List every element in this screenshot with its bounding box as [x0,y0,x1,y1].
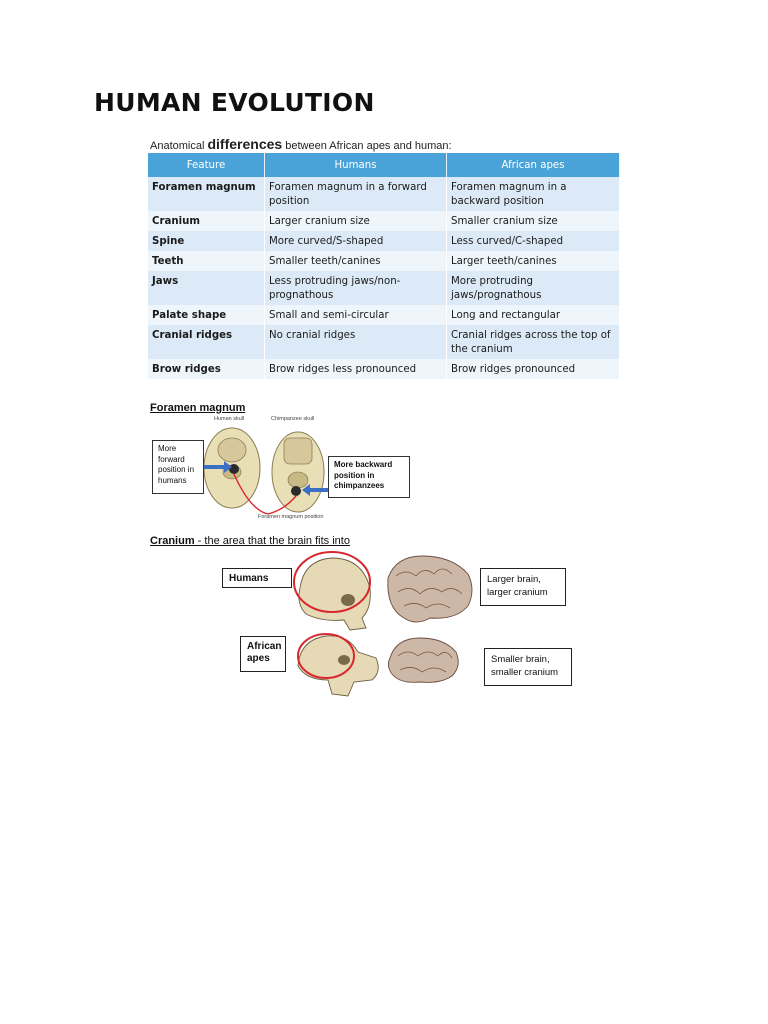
cell-apes: Smaller cranium size [447,211,620,231]
cell-feature: Foramen magnum [148,177,265,211]
table-header-row [148,153,620,177]
cell-humans: More curved/S-shaped [265,231,447,251]
table-row [148,305,620,325]
cell-apes: Foramen magnum in a backward position [447,177,620,211]
caption-post: between African apes and human: [285,140,452,152]
cell-feature: Spine [148,231,265,251]
table-row [148,359,620,379]
header-feature: Feature [148,153,265,177]
table-row [148,325,620,359]
header-humans: Humans [265,153,447,177]
cell-humans: No cranial ridges [265,325,447,359]
caption-emphasis: differences [207,136,283,152]
cell-feature: Jaws [148,271,265,305]
table-row [148,231,620,251]
cell-humans: Foramen magnum in a forward position [265,177,447,211]
humans-label: Humans [222,568,292,588]
cranium-description: - the area that the brain fits into [194,535,350,547]
table-row [148,211,620,231]
table-row [148,177,620,211]
chimp-skull-label: Chimpanzee skull [271,416,315,422]
cell-feature: Cranial ridges [148,325,265,359]
table-caption [150,136,452,152]
cell-apes: More protruding jaws/prognathous [447,271,620,305]
cranium-heading-row [150,535,350,547]
page-title: HUMAN EVOLUTION [94,88,375,117]
cell-apes: Larger teeth/canines [447,251,620,271]
apes-label: African apes [240,636,286,672]
backward-position-note: More backward position in chimpanzees [328,456,410,498]
human-skull [299,558,370,630]
human-foramen-dot [229,464,239,474]
table-row [148,271,620,305]
cell-feature: Palate shape [148,305,265,325]
cell-feature: Cranium [148,211,265,231]
cranium-heading: Cranium [150,535,195,547]
cell-apes: Less curved/C-shaped [447,231,620,251]
cell-apes: Long and rectangular [447,305,620,325]
cranium-illustration [292,548,477,698]
forward-position-note: More forward position in humans [152,440,204,494]
ape-skull [298,636,378,696]
cell-humans: Smaller teeth/canines [265,251,447,271]
cell-humans: Larger cranium size [265,211,447,231]
chimp-foramen-dot [291,486,301,496]
humans-brain-note: Larger brain, larger cranium [480,568,566,606]
apes-brain-note: Smaller brain, smaller cranium [484,648,572,686]
table-row [148,251,620,271]
foramen-position-label: Foramen magnum position [258,514,324,520]
cell-humans: Less protruding jaws/non-prognathous [265,271,447,305]
ape-brain [388,638,458,682]
header-apes: African apes [447,153,620,177]
cell-feature: Teeth [148,251,265,271]
human-skull-label: Human skull [214,416,245,422]
foramen-heading: Foramen magnum [150,402,246,414]
human-brain [388,556,472,622]
cell-apes: Brow ridges pronounced [447,359,620,379]
differences-table [148,153,620,379]
cell-humans: Brow ridges less pronounced [265,359,447,379]
cell-apes: Cranial ridges across the top of the cranium [447,325,620,359]
cell-humans: Small and semi-circular [265,305,447,325]
cell-feature: Brow ridges [148,359,265,379]
caption-pre: Anatomical [150,140,205,152]
chimp-skull-base [272,432,324,512]
